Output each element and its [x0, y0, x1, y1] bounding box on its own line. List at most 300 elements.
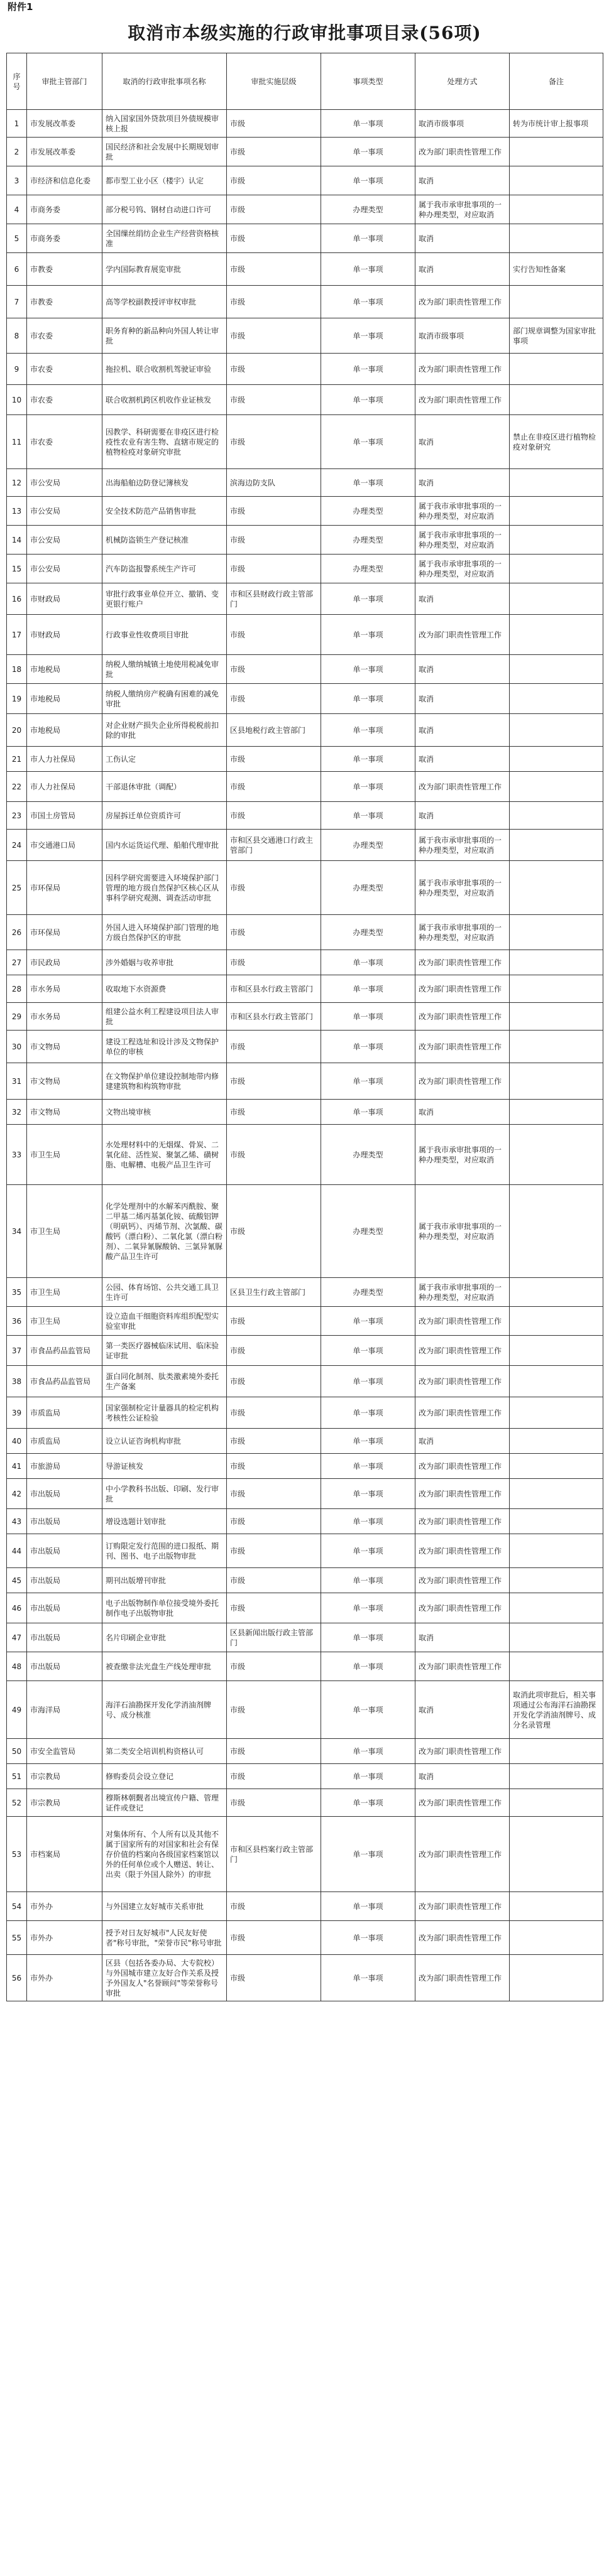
table-cell-type: 单一事项	[321, 1892, 415, 1921]
table-cell-no: 21	[7, 747, 27, 772]
table-cell-level: 市级	[227, 684, 321, 714]
table-cell-type: 单一事项	[321, 166, 415, 195]
table-cell-method: 改为部门职责性管理工作	[415, 975, 510, 1003]
table-cell-level: 市级	[227, 1568, 321, 1593]
table-cell-dept: 市出版局	[27, 1534, 102, 1568]
table-cell-level: 市和区县水行政主管部门	[227, 1003, 321, 1031]
table-cell-note	[510, 286, 603, 318]
table-cell-dept: 市卫生局	[27, 1125, 102, 1185]
table-cell-type: 办理类型	[321, 526, 415, 555]
table-cell-note	[510, 1739, 603, 1764]
table-cell-level: 市级	[227, 1100, 321, 1125]
table-cell-method: 改为部门职责性管理工作	[415, 1739, 510, 1764]
table-cell-level: 市级	[227, 615, 321, 655]
table-row	[7, 1509, 603, 1534]
table-cell-note	[510, 1366, 603, 1397]
table-cell-level: 市级	[227, 1397, 321, 1429]
table-cell-item-name: 导游证核发	[102, 1454, 227, 1479]
table-header	[7, 53, 603, 110]
table-cell-dept: 市教委	[27, 286, 102, 318]
table-cell-no: 44	[7, 1534, 27, 1568]
table-cell-type: 单一事项	[321, 583, 415, 615]
table-cell-note	[510, 915, 603, 950]
table-cell-item-name: 中小学教科书出版、印刷、发行审批	[102, 1479, 227, 1509]
table-cell-type: 单一事项	[321, 1789, 415, 1817]
table-cell-method: 取消	[415, 469, 510, 497]
table-cell-level: 区县新闻出版行政主管部门	[227, 1623, 321, 1652]
table-cell-no: 41	[7, 1454, 27, 1479]
table-cell-note: 禁止在非疫区进行植物检疫对象研究	[510, 415, 603, 469]
table-cell-no: 11	[7, 415, 27, 469]
table-cell-item-name: 工伤认定	[102, 747, 227, 772]
table-cell-item-name: 房屋拆迁单位资质许可	[102, 802, 227, 830]
table-cell-dept: 市出版局	[27, 1593, 102, 1623]
table-cell-level: 市级	[227, 1764, 321, 1789]
table-cell-dept: 市食品药品监管局	[27, 1336, 102, 1366]
table-cell-no: 56	[7, 1955, 27, 2001]
table-row	[7, 1063, 603, 1100]
table-cell-note	[510, 166, 603, 195]
table-cell-note	[510, 1789, 603, 1817]
table-cell-level: 市级	[227, 1534, 321, 1568]
table-row	[7, 1921, 603, 1955]
table-cell-item-name: 设立造血干细胞资料库组织配型实验室审批	[102, 1307, 227, 1336]
table-cell-note	[510, 1817, 603, 1892]
table-cell-method: 改为部门职责性管理工作	[415, 1568, 510, 1593]
table-cell-dept: 市环保局	[27, 915, 102, 950]
table-cell-item-name: 拖拉机、联合收割机驾驶证审验	[102, 354, 227, 385]
table-cell-type: 办理类型	[321, 497, 415, 526]
table-cell-note	[510, 1336, 603, 1366]
table-cell-dept: 市卫生局	[27, 1185, 102, 1278]
table-cell-no: 49	[7, 1681, 27, 1739]
table-cell-dept: 市文物局	[27, 1100, 102, 1125]
table-cell-note	[510, 526, 603, 555]
table-cell-type: 单一事项	[321, 1568, 415, 1593]
table-row	[7, 1366, 603, 1397]
table-cell-type: 单一事项	[321, 1003, 415, 1031]
table-cell-method: 改为部门职责性管理工作	[415, 1789, 510, 1817]
table-cell-item-name: 增设选题计划审批	[102, 1509, 227, 1534]
table-cell-note	[510, 1125, 603, 1185]
table-cell-item-name: 高等学校副教授评审权审批	[102, 286, 227, 318]
table-cell-note	[510, 224, 603, 253]
table-cell-type: 单一事项	[321, 253, 415, 286]
table-cell-no: 50	[7, 1739, 27, 1764]
table-cell-type: 单一事项	[321, 684, 415, 714]
table-row	[7, 224, 603, 253]
table-cell-type: 单一事项	[321, 1955, 415, 2001]
table-cell-dept: 市出版局	[27, 1479, 102, 1509]
table-cell-dept: 市公安局	[27, 526, 102, 555]
table-row	[7, 1681, 603, 1739]
table-cell-type: 单一事项	[321, 469, 415, 497]
table-row	[7, 1534, 603, 1568]
table-cell-no: 29	[7, 1003, 27, 1031]
table-cell-item-name: 学内国际教育展览审批	[102, 253, 227, 286]
table-cell-item-name: 公园、体育场馆、公共交通工具卫生许可	[102, 1278, 227, 1307]
table-cell-item-name: 纳税人缴纳房产税确有困难的减免审批	[102, 684, 227, 714]
table-cell-method: 属于我市承审批事项的一种办理类型，对应取消	[415, 1185, 510, 1278]
table-cell-dept: 市外办	[27, 1921, 102, 1955]
table-row	[7, 747, 603, 772]
table-cell-no: 17	[7, 615, 27, 655]
table-cell-dept: 市公安局	[27, 469, 102, 497]
table-cell-type: 单一事项	[321, 1063, 415, 1100]
table-cell-level: 市级	[227, 110, 321, 138]
table-cell-no: 36	[7, 1307, 27, 1336]
table-cell-method: 改为部门职责性管理工作	[415, 286, 510, 318]
table-cell-no: 20	[7, 714, 27, 747]
table-cell-level: 市和区县财政行政主管部门	[227, 583, 321, 615]
table-cell-dept: 市档案局	[27, 1817, 102, 1892]
table-cell-method: 取消	[415, 1429, 510, 1454]
table-cell-level: 市级	[227, 253, 321, 286]
table-cell-method: 属于我市承审批事项的一种办理类型，对应取消	[415, 555, 510, 583]
table-cell-dept: 市地税局	[27, 684, 102, 714]
header-no: 序号	[7, 53, 27, 110]
table-row	[7, 1429, 603, 1454]
table-cell-note	[510, 747, 603, 772]
table-cell-type: 单一事项	[321, 385, 415, 415]
table-cell-note	[510, 1652, 603, 1681]
table-cell-dept: 市经济和信息化委	[27, 166, 102, 195]
table-cell-method: 取消	[415, 1764, 510, 1789]
table-row	[7, 1568, 603, 1593]
table-cell-no: 39	[7, 1397, 27, 1429]
table-cell-no: 55	[7, 1921, 27, 1955]
table-cell-type: 单一事项	[321, 747, 415, 772]
table-cell-dept: 市宗教局	[27, 1789, 102, 1817]
table-cell-no: 8	[7, 318, 27, 354]
table-cell-no: 6	[7, 253, 27, 286]
table-cell-level: 市级	[227, 1652, 321, 1681]
table-cell-note	[510, 583, 603, 615]
table-cell-no: 43	[7, 1509, 27, 1534]
table-cell-no: 10	[7, 385, 27, 415]
table-cell-level: 市级	[227, 1739, 321, 1764]
table-cell-method: 改为部门职责性管理工作	[415, 385, 510, 415]
table-cell-method: 改为部门职责性管理工作	[415, 1031, 510, 1063]
table-cell-level: 市级	[227, 354, 321, 385]
header-type: 事项类型	[321, 53, 415, 110]
table-cell-note	[510, 861, 603, 915]
table-row	[7, 1031, 603, 1063]
table-cell-type: 单一事项	[321, 1509, 415, 1534]
table-cell-item-name: 订购限定发行范围的进口报纸、期刊、图书、电子出版物审批	[102, 1534, 227, 1568]
table-cell-note	[510, 655, 603, 684]
table-cell-note	[510, 497, 603, 526]
table-cell-level: 市级	[227, 1063, 321, 1100]
table-cell-type: 单一事项	[321, 318, 415, 354]
table-row	[7, 1278, 603, 1307]
table-cell-dept: 市出版局	[27, 1652, 102, 1681]
header-dept: 审批主管部门	[27, 53, 102, 110]
table-cell-no: 31	[7, 1063, 27, 1100]
table-cell-level: 市级	[227, 195, 321, 224]
table-cell-type: 单一事项	[321, 772, 415, 802]
table-cell-type: 单一事项	[321, 714, 415, 747]
table-cell-no: 48	[7, 1652, 27, 1681]
table-cell-type: 办理类型	[321, 555, 415, 583]
table-cell-no: 4	[7, 195, 27, 224]
table-cell-type: 单一事项	[321, 1652, 415, 1681]
table-cell-dept: 市宗教局	[27, 1764, 102, 1789]
table-row	[7, 1397, 603, 1429]
table-cell-dept: 市地税局	[27, 655, 102, 684]
table-cell-dept: 市民政局	[27, 950, 102, 975]
table-cell-no: 37	[7, 1336, 27, 1366]
table-cell-method: 改为部门职责性管理工作	[415, 1003, 510, 1031]
table-cell-type: 单一事项	[321, 1366, 415, 1397]
table-row	[7, 354, 603, 385]
table-cell-level: 市级	[227, 415, 321, 469]
table-cell-type: 单一事项	[321, 415, 415, 469]
table-cell-level: 市级	[227, 1125, 321, 1185]
table-row	[7, 655, 603, 684]
table-cell-dept: 市海洋局	[27, 1681, 102, 1739]
table-cell-method: 取消	[415, 1681, 510, 1739]
table-cell-item-name: 干部退休审批（调配）	[102, 772, 227, 802]
table-cell-level: 市级	[227, 1336, 321, 1366]
table-cell-item-name: 职务育种的新品种向外国人转让审批	[102, 318, 227, 354]
table-cell-type: 单一事项	[321, 975, 415, 1003]
table-cell-note	[510, 138, 603, 166]
table-cell-note	[510, 1479, 603, 1509]
table-cell-item-name: 国家强制检定计量器具的检定机构考核性公证检验	[102, 1397, 227, 1429]
table-cell-dept: 市公安局	[27, 555, 102, 583]
table-cell-no: 25	[7, 861, 27, 915]
table-cell-method: 取消	[415, 655, 510, 684]
document-title: 取消市本级实施的行政审批事项目录(56项)	[128, 23, 481, 43]
table-row	[7, 166, 603, 195]
table-cell-no: 40	[7, 1429, 27, 1454]
table-cell-dept: 市卫生局	[27, 1307, 102, 1336]
table-cell-note	[510, 1185, 603, 1278]
table-cell-level: 市和区县交通港口行政主管部门	[227, 830, 321, 861]
table-cell-item-name: 海洋石油勘探开发化学消油剂牌号、成分核准	[102, 1681, 227, 1739]
header-row	[7, 53, 603, 110]
table-cell-level: 市级	[227, 555, 321, 583]
table-cell-item-name: 因教学、科研需要在非疫区进行检疫性农业有害生物、直辖市规定的植物检疫对象研究审批	[102, 415, 227, 469]
table-cell-no: 16	[7, 583, 27, 615]
table-cell-item-name: 组建公益水利工程建设项目法人审批	[102, 1003, 227, 1031]
table-cell-note	[510, 1397, 603, 1429]
table-cell-no: 13	[7, 497, 27, 526]
table-cell-item-name: 安全技术防范产品销售审批	[102, 497, 227, 526]
table-cell-type: 单一事项	[321, 1534, 415, 1568]
table-cell-dept: 市商务委	[27, 195, 102, 224]
table-cell-type: 办理类型	[321, 195, 415, 224]
table-cell-method: 改为部门职责性管理工作	[415, 1479, 510, 1509]
table-cell-item-name: 区县（包括各委办局、大专院校）与外国城市建立友好合作关系及授予外国友人"名誉顾问"等荣誉称号审批	[102, 1955, 227, 2001]
table-row	[7, 915, 603, 950]
table-cell-item-name: 被查缴非法光盘生产线处理审批	[102, 1652, 227, 1681]
table-cell-method: 取消	[415, 802, 510, 830]
table-cell-method: 取消	[415, 714, 510, 747]
table-cell-type: 单一事项	[321, 354, 415, 385]
table-cell-item-name: 对集体所有、个人所有以及其他不属于国家所有的对国家和社会有保存价值的档案向各级国家档案馆以外的任何单位或个人赠送、转让、出卖（限于外国人除外）的审批	[102, 1817, 227, 1892]
table-cell-note	[510, 975, 603, 1003]
table-cell-method: 改为部门职责性管理工作	[415, 1955, 510, 2001]
table-cell-dept: 市文物局	[27, 1063, 102, 1100]
table-cell-method: 改为部门职责性管理工作	[415, 1892, 510, 1921]
table-cell-item-name: 全国缫丝绢纺企业生产经营资格核准	[102, 224, 227, 253]
table-cell-level: 市级	[227, 1955, 321, 2001]
table-cell-no: 7	[7, 286, 27, 318]
table-cell-level: 市级	[227, 1593, 321, 1623]
table-cell-method: 属于我市承审批事项的一种办理类型，对应取消	[415, 1278, 510, 1307]
table-cell-level: 市级	[227, 772, 321, 802]
table-row	[7, 1125, 603, 1185]
table-cell-type: 单一事项	[321, 286, 415, 318]
table-cell-note	[510, 1955, 603, 2001]
table-cell-item-name: 建设工程选址和设计涉及文物保护单位的审核	[102, 1031, 227, 1063]
table-cell-type: 单一事项	[321, 1031, 415, 1063]
table-cell-method: 改为部门职责性管理工作	[415, 1652, 510, 1681]
table-cell-item-name: 第一类医疗器械临床试用、临床验证审批	[102, 1336, 227, 1366]
table-cell-item-name: 国民经济和社会发展中长期规划审批	[102, 138, 227, 166]
table-cell-type: 办理类型	[321, 1125, 415, 1185]
table-cell-item-name: 与外国建立友好城市关系审批	[102, 1892, 227, 1921]
table-cell-dept: 市水务局	[27, 1003, 102, 1031]
table-cell-item-name: 联合收割机跨区机收作业证核发	[102, 385, 227, 415]
table-cell-type: 单一事项	[321, 1479, 415, 1509]
table-cell-level: 滨海边防支队	[227, 469, 321, 497]
table-cell-dept: 市发展改革委	[27, 138, 102, 166]
table-cell-dept: 市人力社保局	[27, 772, 102, 802]
table-row	[7, 1185, 603, 1278]
table-cell-level: 市级	[227, 385, 321, 415]
table-cell-item-name: 外国人进入环境保护部门管理的地方级自然保护区的审批	[102, 915, 227, 950]
table-row	[7, 583, 603, 615]
table-cell-note	[510, 555, 603, 583]
table-cell-item-name: 穆斯林朝觐者出境宣传户籍、管理证件或登记	[102, 1789, 227, 1817]
table-cell-method: 属于我市承审批事项的一种办理类型，对应取消	[415, 861, 510, 915]
table-cell-no: 23	[7, 802, 27, 830]
table-cell-level: 市级	[227, 286, 321, 318]
table-row	[7, 1789, 603, 1817]
table-cell-note	[510, 1063, 603, 1100]
table-cell-method: 取消	[415, 583, 510, 615]
table-cell-method: 取消	[415, 415, 510, 469]
table-cell-method: 改为部门职责性管理工作	[415, 1307, 510, 1336]
table-cell-note	[510, 1278, 603, 1307]
table-cell-dept: 市财政局	[27, 583, 102, 615]
table-cell-item-name: 都市型工业小区（楼宇）认定	[102, 166, 227, 195]
table-cell-method: 属于我市承审批事项的一种办理类型，对应取消	[415, 830, 510, 861]
table-cell-note	[510, 714, 603, 747]
table-cell-level: 市级	[227, 747, 321, 772]
table-cell-type: 单一事项	[321, 1100, 415, 1125]
table-cell-dept: 市水务局	[27, 975, 102, 1003]
table-cell-type: 办理类型	[321, 830, 415, 861]
table-cell-type: 单一事项	[321, 110, 415, 138]
table-row	[7, 1454, 603, 1479]
table-cell-dept: 市环保局	[27, 861, 102, 915]
table-cell-method: 改为部门职责性管理工作	[415, 1336, 510, 1366]
table-cell-note	[510, 615, 603, 655]
table-cell-item-name: 汽车防盗报警系统生产许可	[102, 555, 227, 583]
header-method: 处理方式	[415, 53, 510, 110]
table-cell-type: 办理类型	[321, 1278, 415, 1307]
table-cell-item-name: 在文物保护单位建设控制地带内修建建筑物和构筑物审批	[102, 1063, 227, 1100]
table-cell-dept: 市财政局	[27, 615, 102, 655]
table-cell-no: 54	[7, 1892, 27, 1921]
table-cell-method: 改为部门职责性管理工作	[415, 1063, 510, 1100]
table-cell-note	[510, 469, 603, 497]
table-cell-method: 改为部门职责性管理工作	[415, 1366, 510, 1397]
table-row	[7, 802, 603, 830]
table-cell-note: 实行告知性备案	[510, 253, 603, 286]
table-cell-method: 取消市级事项	[415, 110, 510, 138]
table-cell-item-name: 因科学研究需要进入环境保护部门管理的地方级自然保护区核心区从事科学研究观测、调查活动审批	[102, 861, 227, 915]
table-cell-method: 改为部门职责性管理工作	[415, 138, 510, 166]
table-cell-level: 市级	[227, 655, 321, 684]
table-cell-level: 市级	[227, 166, 321, 195]
table-cell-method: 取消	[415, 224, 510, 253]
table-cell-note	[510, 950, 603, 975]
table-cell-method: 改为部门职责性管理工作	[415, 1817, 510, 1892]
table-cell-note	[510, 1429, 603, 1454]
table-cell-no: 34	[7, 1185, 27, 1278]
table-cell-note	[510, 802, 603, 830]
table-row	[7, 1955, 603, 2001]
table-cell-dept: 市质监局	[27, 1429, 102, 1454]
table-cell-level: 市级	[227, 526, 321, 555]
table-cell-level: 市级	[227, 497, 321, 526]
table-row	[7, 684, 603, 714]
table-cell-dept: 市外办	[27, 1892, 102, 1921]
table-cell-dept: 市农委	[27, 354, 102, 385]
table-cell-no: 15	[7, 555, 27, 583]
table-cell-type: 单一事项	[321, 802, 415, 830]
table-cell-note	[510, 1764, 603, 1789]
table-cell-level: 市级	[227, 1479, 321, 1509]
table-cell-method: 属于我市承审批事项的一种办理类型，对应取消	[415, 1125, 510, 1185]
table-cell-dept: 市农委	[27, 318, 102, 354]
table-cell-item-name: 纳税人缴纳城镇土地使用税减免审批	[102, 655, 227, 684]
table-cell-level: 市级	[227, 1681, 321, 1739]
table-cell-method: 取消	[415, 1100, 510, 1125]
table-cell-dept: 市卫生局	[27, 1278, 102, 1307]
table-cell-item-name: 行政事业性收费项目审批	[102, 615, 227, 655]
table-cell-dept: 市国土房管局	[27, 802, 102, 830]
table-row	[7, 1623, 603, 1652]
table-cell-dept: 市教委	[27, 253, 102, 286]
table-cell-method: 改为部门职责性管理工作	[415, 1397, 510, 1429]
table-cell-level: 市级	[227, 1789, 321, 1817]
table-cell-no: 51	[7, 1764, 27, 1789]
table-cell-no: 35	[7, 1278, 27, 1307]
table-cell-level: 市级	[227, 1509, 321, 1534]
table-row	[7, 318, 603, 354]
header-level: 审批实施层级	[227, 53, 321, 110]
table-cell-method: 属于我市承审批事项的一种办理类型，对应取消	[415, 526, 510, 555]
table-cell-note: 部门规章调整为国家审批事项	[510, 318, 603, 354]
table-row	[7, 415, 603, 469]
table-cell-level: 区县地税行政主管部门	[227, 714, 321, 747]
table-cell-method: 取消	[415, 166, 510, 195]
table-cell-item-name: 修购委员会设立登记	[102, 1764, 227, 1789]
table-cell-no: 28	[7, 975, 27, 1003]
table-cell-dept: 市商务委	[27, 224, 102, 253]
table-row	[7, 526, 603, 555]
table-cell-level: 市和区县水行政主管部门	[227, 975, 321, 1003]
table-cell-no: 1	[7, 110, 27, 138]
table-cell-no: 38	[7, 1366, 27, 1397]
table-row	[7, 1652, 603, 1681]
